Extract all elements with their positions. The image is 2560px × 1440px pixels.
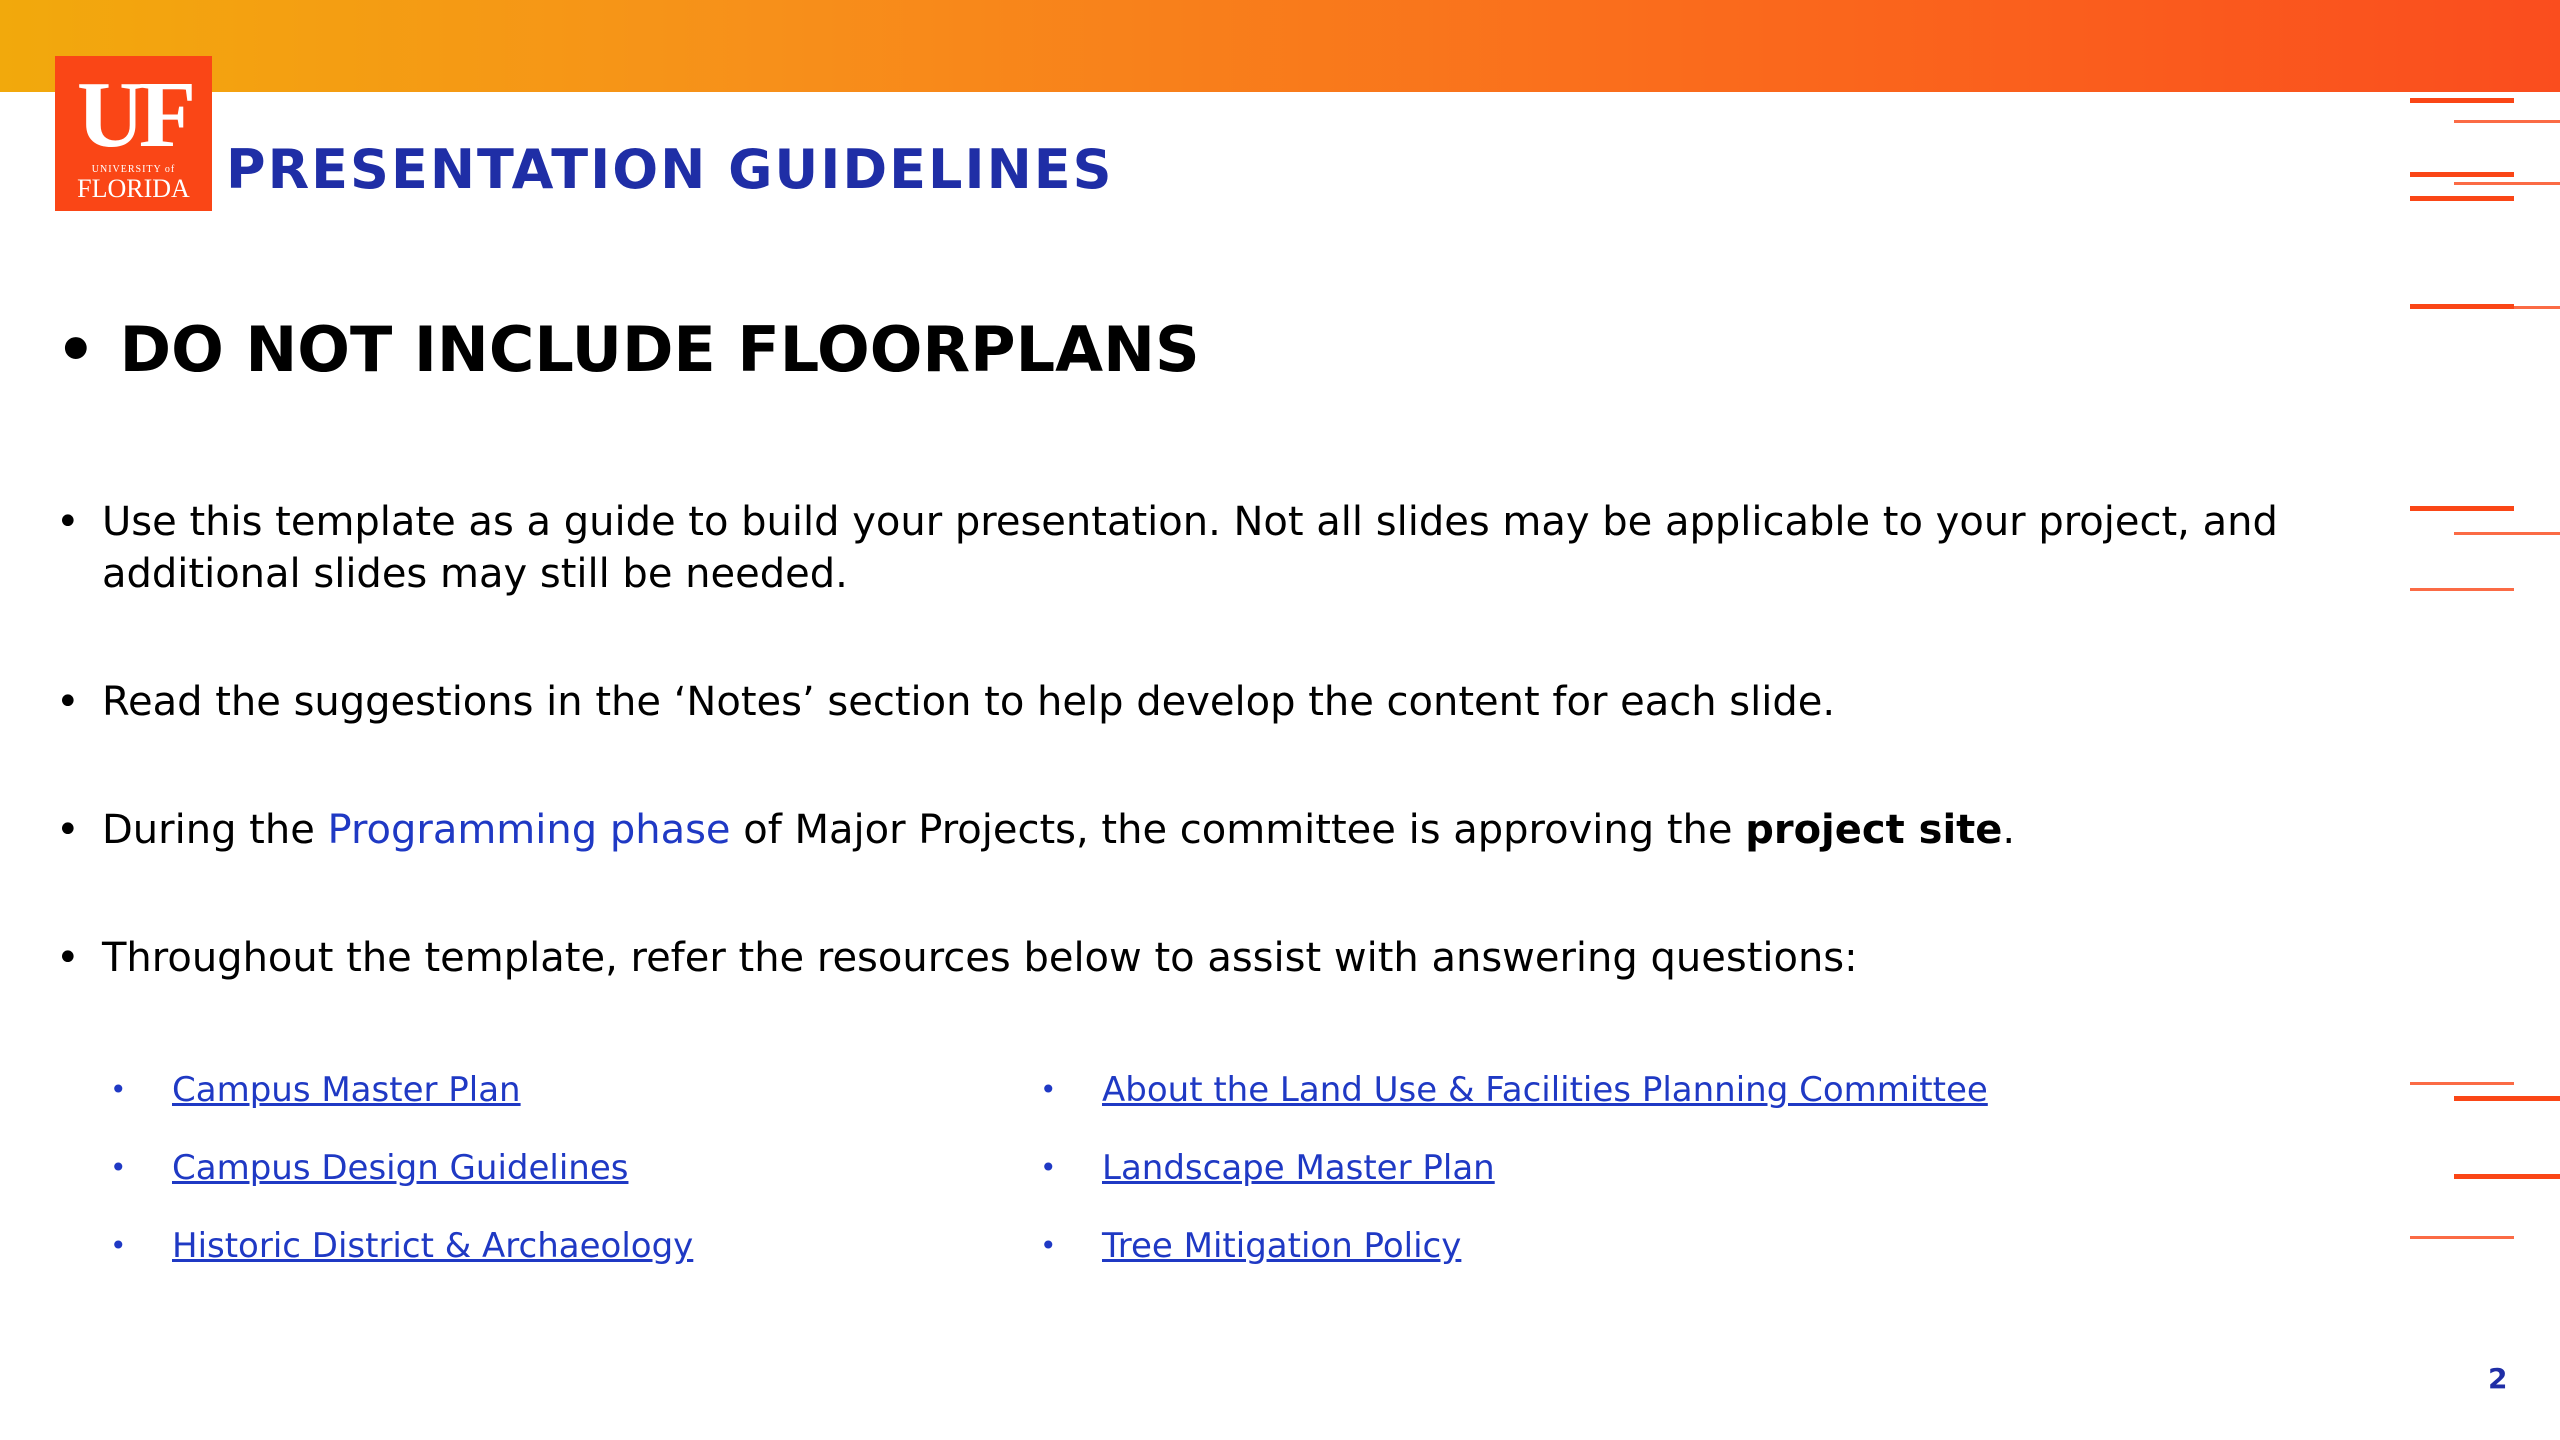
resource-item [110,1140,693,1218]
logo-name: FLORIDA [77,174,190,203]
bullet-list [56,496,2296,984]
resources-left-list [110,1062,693,1296]
page-number: 2 [2488,1362,2508,1395]
deco-line [2454,1096,2560,1101]
deco-line [2410,506,2514,511]
bullet-notes: • Read the suggestions in the ‘Notes’ section to help develop the content for each slide. [56,676,2296,728]
deco-line [2410,196,2514,201]
deco-line [2410,1082,2514,1085]
programming-phase-link[interactable]: Programming phase [327,807,731,853]
logo-mark: UF [76,63,191,167]
deco-line [2410,98,2514,103]
deco-line [2454,1174,2560,1179]
headline [56,310,1200,390]
programming-prefix: During the [102,807,328,853]
deco-line [2454,120,2560,123]
project-site-text: project site [1745,807,2003,853]
bullet-template-guide: • Use this template as a guide to build your presentation. Not all slides may be applicable to your project, and additional slides may still be needed. [56,496,2296,600]
deco-line [2454,532,2560,535]
logo-subtitle: UNIVERSITY of [91,164,176,175]
deco-line [2454,182,2560,185]
deco-line [2410,1236,2514,1239]
top-gradient-bar [0,0,2560,92]
resource-item [1040,1140,1988,1218]
campus-design-guidelines-link[interactable]: Campus Design Guidelines [172,1148,629,1188]
bullet-programming [56,804,2296,856]
campus-master-plan-link[interactable]: Campus Master Plan [172,1070,521,1110]
planning-committee-link[interactable]: About the Land Use & Facilities Planning Committee [1102,1070,1988,1110]
headline-bullet: • [56,313,96,386]
slide-title: PRESENTATION GUIDELINES [226,138,1114,201]
tree-mitigation-policy-link[interactable]: Tree Mitigation Policy [1102,1226,1462,1266]
historic-district-link[interactable]: Historic District & Archaeology [172,1226,694,1266]
programming-middle: of Major Projects, the committee is approving the [730,807,1746,853]
deco-line [2410,588,2514,591]
resource-item [1040,1062,1988,1140]
deco-line [2454,306,2560,309]
programming-suffix: . [2002,807,2016,853]
resources-right-list [1040,1062,1988,1296]
headline-text: DO NOT INCLUDE FLOORPLANS [119,313,1200,386]
uf-logo [55,56,212,211]
bullet-resources-intro: • Throughout the template, refer the resources below to assist with answering questions: [56,932,2296,984]
resource-item [110,1218,693,1296]
resource-item [1040,1218,1988,1296]
landscape-master-plan-link[interactable]: Landscape Master Plan [1102,1148,1495,1188]
resource-item [110,1062,693,1140]
deco-line [2410,172,2514,177]
